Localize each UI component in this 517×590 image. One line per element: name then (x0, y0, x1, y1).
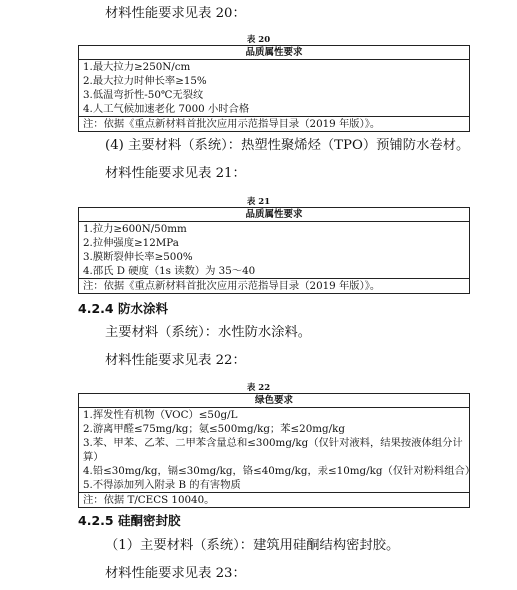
table20-caption: 表 20 (246, 35, 271, 45)
paragraph-intro-table20: 材料性能要求见表 20： (105, 6, 246, 21)
table20-row: 3.低温弯折性-50℃无裂纹 (83, 89, 204, 101)
paragraph-material-sealant: （1）主要材料（系统）：建筑用硅酮结构密封胶。 (105, 538, 400, 553)
paragraph-material-coating: 主要材料（系统）：水性防水涂料。 (105, 325, 312, 340)
table20-row: 2.最大拉力时伸长率≥15% (83, 75, 207, 87)
table22-caption: 表 22 (246, 383, 271, 393)
paragraph-intro-table22: 材料性能要求见表 22： (105, 353, 246, 368)
table22-row: 2.游离甲醛≤75mg/kg；氨≤500mg/kg；苯≤20mg/kg (83, 423, 345, 435)
table22-note: 注：依据 T/CECS 10040。 (79, 492, 469, 507)
table20 (78, 45, 470, 132)
table22-row: 1.挥发性有机物（VOC）≤50g/L (83, 409, 238, 421)
table21-row: 1.拉力≥600N/50mm (83, 223, 187, 235)
table22-row: 5.不得添加列入附录 B 的有害物质 (83, 479, 241, 491)
paragraph-material-tpo: (4) 主要材料（系统）：热塑性聚烯烃（TPO）预铺防水卷材。 (105, 138, 470, 153)
table20-row: 1.最大拉力≥250N/cm (83, 61, 191, 73)
table22-header: 绿色要求 (79, 394, 469, 408)
paragraph-intro-table21: 材料性能要求见表 21： (105, 166, 246, 181)
table22 (78, 393, 476, 508)
table20-header: 品质属性要求 (79, 46, 469, 60)
table21 (78, 207, 470, 294)
paragraph-intro-table23: 材料性能要求见表 23： (105, 566, 246, 581)
section-heading-waterproof-coating: 4.2.4 防水涂料 (78, 301, 168, 316)
table21-row: 3.膜断裂伸长率≥500% (83, 251, 193, 263)
table21-note: 注：依据《重点新材料首批次应用示范指导目录（2019 年版）》。 (79, 278, 469, 293)
section-heading-silicone-sealant: 4.2.5 硅酮密封胶 (78, 513, 181, 528)
table22-row: 3.苯、甲苯、乙苯、二甲苯含量总和≤300mg/kg（仅针对液料，结果按液体组分计算） (83, 437, 463, 463)
table21-row: 2.拉伸强度≥12MPa (83, 237, 179, 249)
table22-row: 4.铅≤30mg/kg，镉≤30mg/kg，铬≤40mg/kg，汞≤10mg/kg（仅针对粉料组合） (83, 465, 476, 477)
table20-row: 4.人工气候加速老化 7000 小时合格 (83, 103, 250, 115)
table21-caption: 表 21 (246, 197, 271, 207)
table21-row: 4.邵氏 D 硬度（1s 读数）为 35～40 (83, 265, 256, 277)
table20-note: 注：依据《重点新材料首批次应用示范指导目录（2019 年版）》。 (79, 116, 469, 131)
table21-header: 品质属性要求 (79, 208, 469, 222)
